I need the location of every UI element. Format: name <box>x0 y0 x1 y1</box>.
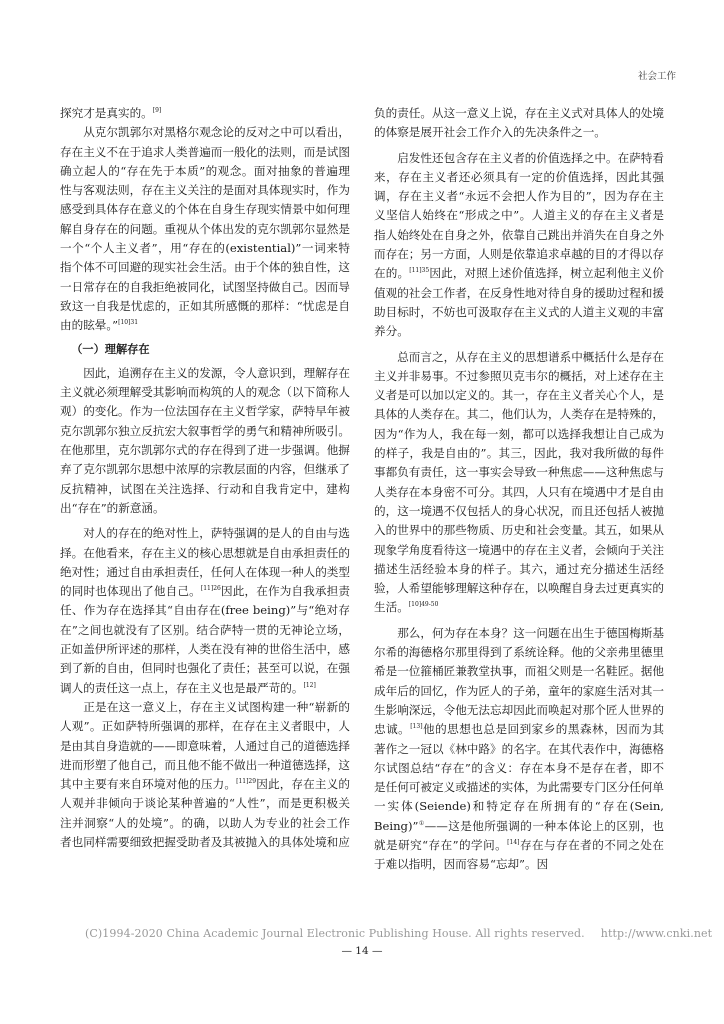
citation: [13] <box>410 723 423 731</box>
citation: [11]26 <box>200 585 221 593</box>
paragraph: 正是在这一意义上，存在主义试图构建一种“崭新的人观”。正如萨特所强调的那样，在存在主义者眼中，人是由其自身造就的——即意味着，人通过自己的道德选择进而形塑了他自己，而且他不能不做出一种道德选择，这其中主要有来自环境对他的压力。$^{[11]29}$因此，存在主义的人观并非倾向于谈论某种普遍的“人性”，而是更积极关注并洞察“人的处境”。的确，以助人为专业的社会工作者也同样需要细致把握受助者及其被抛入的具体处境和应 <box>60 699 350 849</box>
paragraph: 因此，追溯存在主义的发源，令人意识到，理解存在主义就必须理解受其影响而构筑的人的观念（以下简称人观）的变化。作为一位法国存在主义哲学家，萨特早年被克尔凯郭尔独立反抗宏大叙事哲学的勇气和精神所吸引。在他那里，克尔凯郭尔式的存在得到了进一步强调。他摒弃了克尔凯郭尔思想中浓厚的宗教层面的内容，但继承了反抗精神，试图在关注选择、行动和自我肯定中，建构出“存在”的新意涵。 <box>60 365 350 515</box>
citation: [9] <box>152 107 162 115</box>
paragraph: 启发性还包含存在主义者的价值选择之中。在萨特看来，存在主义者还必须具有一定的价值选择，因此其强调，存在主义者“永远不会把人作为目的”，因为存在主义坚信人始终在“形成之中”。人道主义的存在主义者是指人始终处在自身之外，依靠自己跳出并消失在自身之外而存在；另一方面，人则是依靠追求卓越的目的才得以存在的。$^{[11]35}$因此，对照上述价值选择，树立起利他主义价值观的社会工作者，在反身性地对待自身的援助过程和援助目标时，不妨也可汲取存在主义式的人道主义观的丰富养分。 <box>374 150 664 339</box>
paragraph: 对人的存在的绝对性上，萨特强调的是人的自由与选择。在他看来，存在主义的核心思想就是自由承担责任的绝对性；通过自由承担责任，任何人在体现一种人的类型的同时也体现出了他自己。$^{[11]26}$因此，在作为自我承担责任、作为存在选择其“自由存在(free being)”与“绝对存在”之间也就没有了区别。结合萨特一贯的无神论立场，正如盖伊所评述的那样，人类在没有神的世俗生活中，感到了新的自由，但同时也强化了责任；甚至可以说，在强调人的责任这一点上，存在主义也是最严苛的。[12] <box>60 526 350 695</box>
right-column <box>374 104 664 875</box>
paragraph: 探究才是真实的。[9] <box>60 106 162 120</box>
running-head: 社会工作 <box>637 71 676 82</box>
citation: [11]35 <box>409 267 430 275</box>
copyright-text: (C)1994-2020 China Academic Journal Electronic Publishing House. All rights reserved. <box>85 927 585 940</box>
paragraph: 负的责任。从这一意义上说，存在主义式对具体人的处境的体察是展开社会工作介入的先决条件之一。 <box>374 106 664 140</box>
left-column <box>60 104 350 852</box>
citation: [10]49-50 <box>408 601 439 609</box>
paragraph: 从克尔凯郭尔对黑格尔观念论的反对之中可以看出，存在主义不在于追求人类普遍而一般化的法则，而是试图确立起人的“存在先于本质”的观念。面对抽象的普遍理性与客观法则，存在主义关注的是面对具体现实时，作为感受到具体存在意义的个体在自身生存现实情景中如何理解自身存在的问题。重视从个体出发的克尔凯郭尔显然是一个“个人主义者”，用“存在的(existential)”一词来特指个体不可回避的现实社会生活。由于个体的独自性，这一日常存在的自我拒绝被同化，试图坚持做自己。因而导致这一自我是忧虑的，正如其所感慨的那样：“忧虑是自由的眩晕。”$^{[10]31}$ <box>60 125 350 333</box>
footnote-mark: ① <box>418 819 425 827</box>
section-heading: （一）理解存在 <box>71 342 150 356</box>
citation: [11]29 <box>236 778 257 786</box>
copyright-footer <box>85 927 713 940</box>
paragraph: 那么，何为存在本身？这一问题在出生于德国梅斯基尔希的海德格尔那里得到了系统诠释。他的父亲弗里德里希是一位箍桶匠兼教堂执事，而祖父则是一名鞋匠。据他成年后的回忆，作为匠人的子弟，童年的家庭生活对其一生影响深远，令他无法忘却因此而唤起对那个匠人世界的忠诚。[13]他的思想也总是回到家乡的黑森林，因而为其著作之一冠以《林中路》的名字。在其代表作中，海德格尔试图总结“存在”的含义：存在本身不是存在者，即不是任何可被定义或描述的实体，为此需要专门区分任何单一实体(Seiende)和特定存在所拥有的“存在(Sein, Being)”①——这是他所强调的一种本体论上的区别，也就是研究“存在”的学问。[14]存在与存在者的不同之处在于难以指明，因而容易“忘却”。因 <box>374 625 664 872</box>
cnki-link[interactable]: http://www.cnki.net <box>600 927 713 940</box>
page-number: — 14 — <box>341 945 383 957</box>
citation: [12] <box>303 681 316 689</box>
citation: [10]31 <box>118 319 139 327</box>
paragraph: 总而言之，从存在主义的思想谱系中概括什么是存在主义并非易事。不过参照贝克韦尔的概括，对上述存在主义者是可以加以定义的。其一，存在主义者关心个人，是具体的人类存在。其二，他们认为，人类存在是特殊的，因为“作为人，我在每一刻，都可以选择我想让自己成为的样子，我是自由的”。其三，因此，我对我所做的每件事都负有责任，这一事实会导致一种焦虑——这种焦虑与人类存在本身密不可分。其四，人只有在境遇中才是自由的，这一境遇不仅包括人的身心状况，而且还包括人被抛入的世界中的那些物质、历史和社会变量。其五，如果从现象学角度看待这一境遇中的存在主义者，会倾向于关注描述生活经验本身的样子。其六，通过充分描述生活经验，人希望能够理解这种存在，以唤醒自身去过更真实的生活。$^{[10]49-50}$ <box>374 349 664 615</box>
citation: [14] <box>507 839 520 847</box>
